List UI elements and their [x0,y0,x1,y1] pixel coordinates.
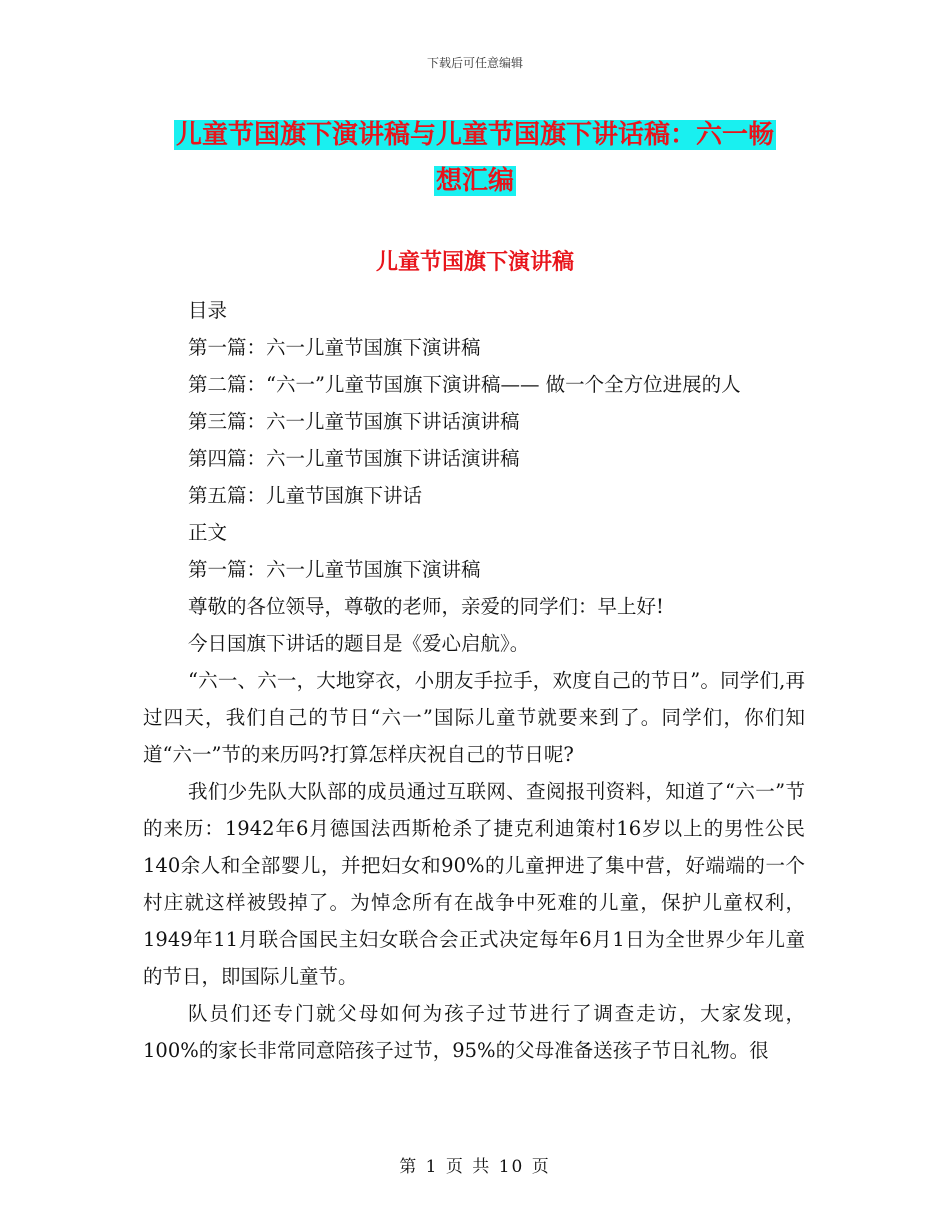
paragraph: 第一篇：六一儿童节国旗下演讲稿 [188,558,481,581]
document-title [140,112,810,204]
section-title: 儿童节国旗下演讲稿 [375,250,574,275]
title-line-2: 想汇编 [435,166,514,196]
paragraph: “六一、六一，大地穿衣，小朋友手拉手，欢度自己的节日”。同学们,再过四天，我们自己的节日“六一”国际儿童节就要来到了。同学们，你们知道“六一”节的来历吗?打算怎样庆祝自己的节日呢? [143,669,805,766]
document-body [143,292,805,1069]
title-line-1: 儿童节国旗下演讲稿与儿童节国旗下讲话稿：六一畅 [175,120,774,150]
paragraph: 第二篇：“六一”儿童节国旗下演讲稿—— 做一个全方位进展的人 [188,373,741,396]
page-number: 第 1 页 共 10 页 [399,1157,551,1177]
paragraph: 正文 [188,521,228,544]
paragraph: 我们少先队大队部的成员通过互联网、查阅报刊资料，知道了“六一”节的来历：1942年6月德国法西斯枪杀了捷克利迪策村16岁以上的男性公民140余人和全部婴儿，并把妇女和90%的儿童押进了集中营，好端端的一个村庄就这样被毁掉了。为悼念所有在战争中死难的儿童，保护儿童权利，1949年11月联合国民主妇女联合会正式决定每年6月1日为全世界少年儿童的节日，即国际儿童节。 [143,780,805,988]
paragraph: 今日国旗下讲话的题目是《爱心启航》。 [188,632,530,655]
page-header-note: 下载后可任意编辑 [426,56,523,70]
paragraph: 第三篇：六一儿童节国旗下讲话演讲稿 [188,410,520,433]
paragraph: 第四篇：六一儿童节国旗下讲话演讲稿 [188,447,520,470]
paragraph: 第一篇：六一儿童节国旗下演讲稿 [188,336,481,359]
paragraph: 队员们还专门就父母如何为孩子过节进行了调查走访，大家发现，100%的家长非常同意陪孩子过节，95%的父母准备送孩子节日礼物。很 [143,1002,805,1062]
paragraph: 尊敬的各位领导，尊敬的老师，亲爱的同学们：早上好! [188,595,664,618]
paragraph: 目录 [188,299,228,322]
paragraph: 第五篇：儿童节国旗下讲话 [188,484,423,507]
